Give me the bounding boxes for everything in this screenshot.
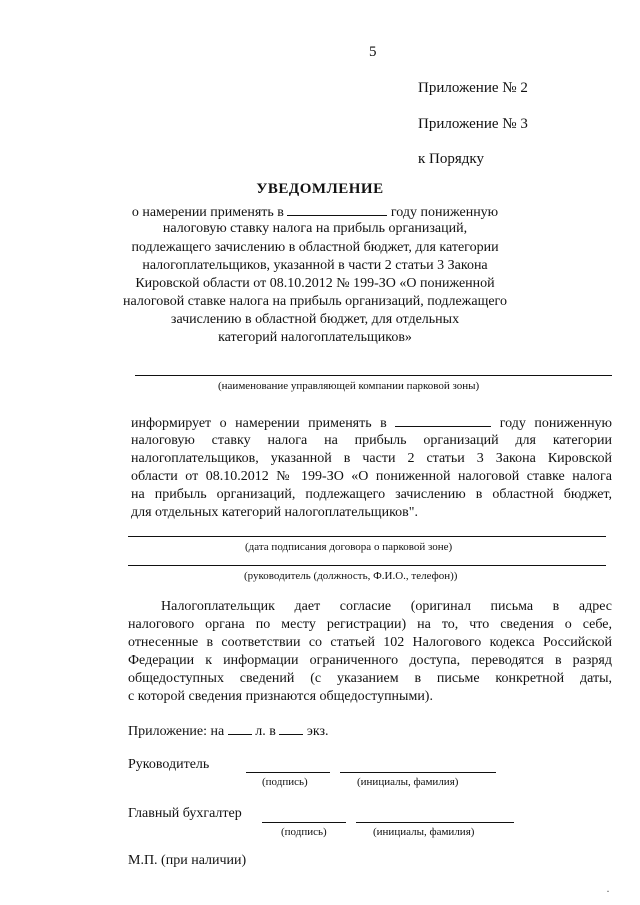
agreement-line-5: общедоступных сведений (с указанием в письме конкретной даты,: [128, 671, 612, 686]
body-line-1: [131, 414, 612, 432]
company-name-caption: (наименование управляющей компании парковой зоны): [218, 380, 480, 392]
company-name-line: [135, 375, 612, 376]
subtitle-line-4: налогоплательщиков, указанной в части 2 статьи 3 Закона: [142, 258, 488, 273]
head-info-line: [128, 565, 606, 566]
corner-mark: ·: [606, 884, 610, 898]
body-line-1-start: информирует о намерении применять в: [131, 416, 387, 431]
contract-date-line: [128, 536, 606, 537]
subtitle-line-3: подлежащего зачислению в областной бюджет, для категории: [131, 240, 499, 255]
page-number: 5: [369, 44, 377, 60]
document-title: УВЕДОМЛЕНИЕ: [256, 181, 384, 197]
subtitle-line-8: категорий налогоплательщиков»: [218, 330, 412, 345]
director-signature-line: [246, 772, 330, 773]
body-line-5: на прибыль организаций, подлежащего зачислению в областной бюджет,: [131, 487, 612, 502]
body-line-4: области от 08.10.2012 № 199-ЗО «О пониженной налоговой ставке налога: [131, 469, 612, 484]
subtitle-line-1-start: о намерении применять в: [131, 205, 284, 220]
sheets-blank: [228, 722, 252, 735]
body-line-2: налоговую ставку налога на прибыль организаций для категории: [131, 433, 612, 448]
year-blank: [287, 203, 387, 216]
chief-accountant-label: Главный бухгалтер: [128, 806, 242, 821]
subtitle-line-1-end: году пониженную: [390, 205, 499, 220]
accountant-signature-line: [262, 822, 346, 823]
body-line-3: налогоплательщиков, указанной в части 2 статьи 3 Закона Кировской: [131, 451, 612, 466]
attachment-sheets-label: л. в: [255, 724, 276, 739]
director-name-line: [340, 772, 496, 773]
accountant-name-caption: (инициалы, фамилия): [373, 826, 475, 838]
body-year-blank: [395, 414, 491, 427]
agreement-line-3: отнесенные в соответствии со статьей 102 Налогового кодекса Российской: [128, 635, 612, 650]
contract-date-caption: (дата подписания договора о парковой зоне): [245, 541, 453, 553]
subtitle-line-7: зачислению в областной бюджет, для отдельных: [170, 312, 460, 327]
agreement-line-4: Федерации к информации ограниченного доступа, переводятся в разряд: [128, 653, 612, 668]
accountant-name-line: [356, 822, 514, 823]
subtitle-line-6: налоговой ставке налога на прибыль организаций, подлежащего: [123, 294, 507, 309]
subtitle-line-5: Кировской области от 08.10.2012 № 199-ЗО «О пониженной: [135, 276, 495, 291]
agreement-line-2: налогового органа по месту регистрации) на то, что сведения о себе,: [128, 617, 612, 632]
appendix-2-label: Приложение № 2: [418, 80, 528, 96]
director-label: Руководитель: [128, 757, 210, 772]
copies-blank: [279, 722, 303, 735]
head-info-caption: (руководитель (должность, Ф.И.О., телефон)): [244, 570, 458, 582]
attachment-label: Приложение: на: [128, 724, 225, 739]
subtitle-line-2: налоговую ставку налога на прибыль организаций,: [162, 221, 468, 236]
attachment-copies-label: экз.: [306, 724, 329, 739]
attachment-line: [128, 722, 329, 740]
director-signature-caption: (подпись): [262, 776, 308, 788]
director-name-caption: (инициалы, фамилия): [357, 776, 459, 788]
accountant-signature-caption: (подпись): [281, 826, 327, 838]
seal-label: М.П. (при наличии): [128, 853, 247, 868]
body-line-1-end: году пониженную: [499, 416, 613, 431]
agreement-line-6: с которой сведения признаются общедоступными).: [128, 689, 433, 704]
body-line-6: для отдельных категорий налогоплательщиков".: [131, 505, 418, 520]
appendix-3-label: Приложение № 3: [418, 116, 528, 132]
subtitle-line-1: [80, 203, 550, 221]
to-order-label: к Порядку: [418, 151, 484, 167]
agreement-line-1: Налогоплательщик дает согласие (оригинал письма в адрес: [161, 599, 612, 614]
